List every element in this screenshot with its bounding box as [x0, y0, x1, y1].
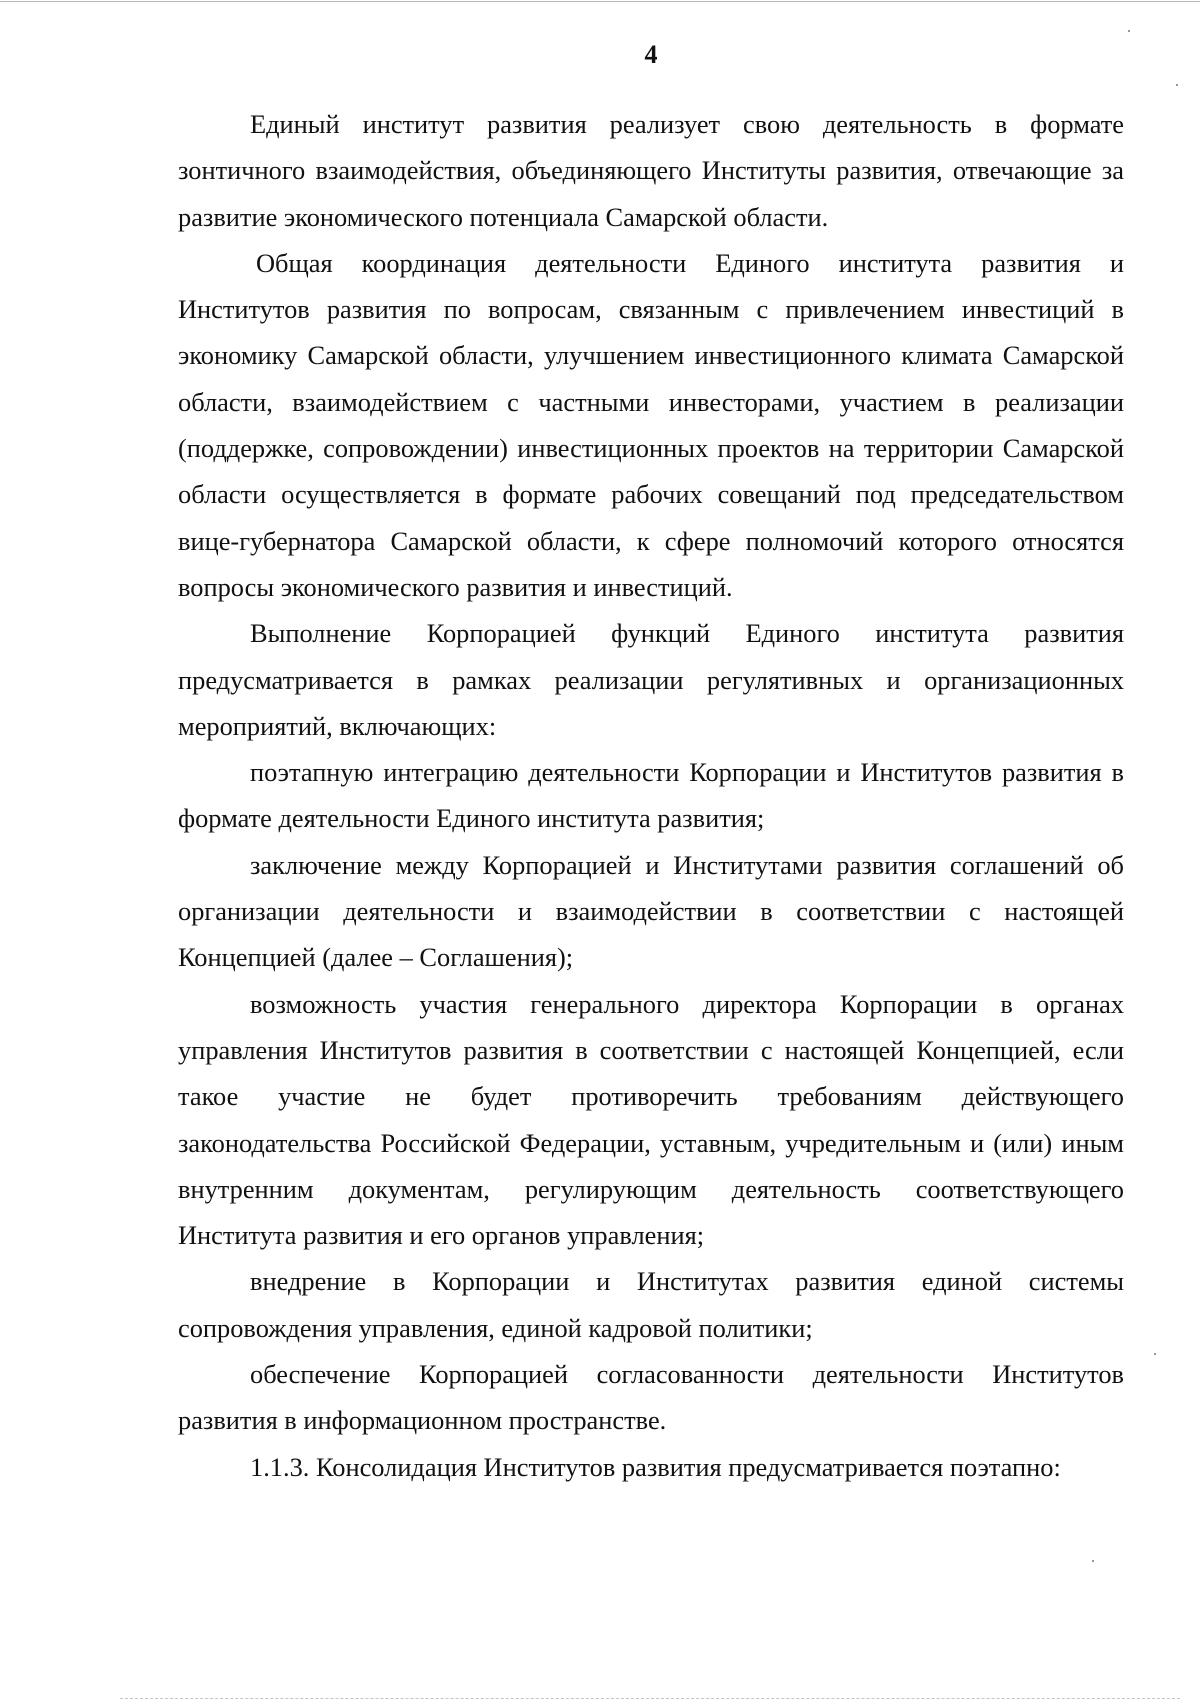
scan-speck — [1154, 1353, 1156, 1355]
document-body — [178, 101, 1124, 1490]
paragraph-corporation-functions: Выполнение Корпорацией функций Единого института развития предусматривается в рамках реализации регулятивных и организационных мероприятий, включающих: — [178, 618, 1124, 741]
scan-speck — [1128, 30, 1130, 32]
page-number: 4 — [644, 40, 658, 69]
list-item-information-space: обеспечение Корпорацией согласованности деятельности Институтов развития в информационном пространстве. — [178, 1359, 1124, 1436]
scan-edge-top — [0, 1, 1200, 2]
scan-speck — [1092, 1560, 1094, 1562]
scan-speck — [1176, 84, 1178, 86]
paragraph-general-coordination: Общая координация деятельности Единого института развития и Институтов развития по вопросам, связанным с привлечением инвестиций в экономику Самарской области, улучшением инвестиционного климата Самарской области, взаимодействием с частными инвесторами, участием в реализации (поддержке, сопровождении) инвестиционных проектов на территории Самарской области осуществляется в формате рабочих совещаний под председательством вице-губернатора Самарской области, к сфере полномочий которого относятся вопросы экономического развития и инвестиций. — [178, 247, 1124, 602]
paragraph-unified-institute-format: Единый институт развития реализует свою деятельность в формате зонтичного взаимодействия, объединяющего Институты развития, отвечающие за развитие экономического потенциала Самарской области. — [178, 109, 1124, 232]
list-item-agreements: заключение между Корпорацией и Институтами развития соглашений об организации деятельности и взаимодействии в соответствии с настоящей Концепцией (далее – Соглашения); — [178, 849, 1124, 973]
list-item-integration: поэтапную интеграцию деятельности Корпорации и Институтов развития в формате деятельности Единого института развития; — [178, 757, 1124, 834]
section-1-1-3-consolidation: 1.1.3. Консолидация Институтов развития предусматривается поэтапно: — [250, 1451, 1061, 1482]
scan-edge-bottom — [120, 1698, 1180, 1699]
list-item-director-participation: возможность участия генерального директора Корпорации в органах управления Институтов развития в соответствии с настоящей Концепцией, если такое участие не будет противоречить требованиям действующего законодательства Российской Федерации, уставным, учредительным и (или) иным внутренним документам, регулирующим деятельность соответствующего Института развития и его органов управления; — [178, 988, 1124, 1251]
list-item-unified-system: внедрение в Корпорации и Институтах развития единой системы сопровождения управления, единой кадровой политики; — [178, 1266, 1124, 1343]
